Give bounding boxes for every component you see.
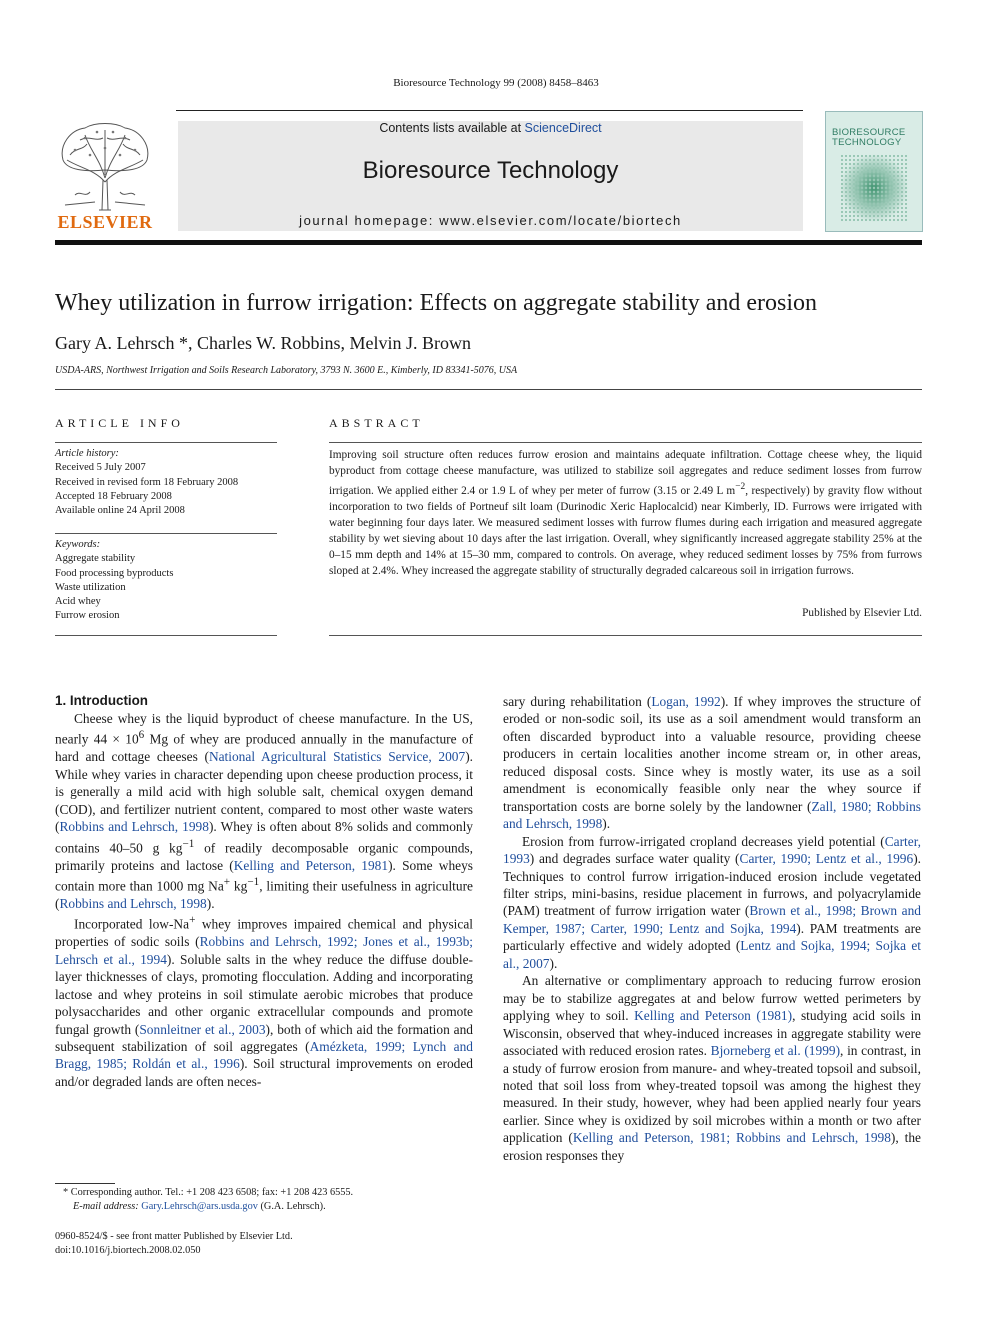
citation-link[interactable]: Carter, 1993 [503, 833, 921, 867]
body-paragraph [503, 972, 921, 1164]
text: ). [549, 955, 558, 971]
bottom-metadata [55, 1230, 293, 1258]
footnote-marker: * [63, 1187, 69, 1198]
author-affiliation: USDA-ARS, Northwest Irrigation and Soils Research Laboratory, 3793 N. 3600 E., Kimberly, ID 83341-5076, USA [55, 365, 518, 376]
keyword-item: Waste utilization [55, 581, 126, 593]
text: ). While whey varies in character depending upon cheese production process, it is generally a mild acid with high soluble salt, chemical oxygen demand (COD), and fertilizer nutrient content, compared to most other waste waters ( [55, 749, 473, 835]
citation-link[interactable]: National Agricultural Statistics Service, 2007 [208, 749, 466, 765]
contents-prefix: Contents lists available at [379, 121, 525, 135]
keyword-item: Furrow erosion [55, 610, 120, 622]
article-history [55, 447, 277, 518]
body-paragraph [503, 693, 921, 833]
text: Incorporated low-Na [74, 916, 190, 932]
text: , in contrast, in a study of furrow erosion from manure- and whey-treated topsoil and subsoil, noted that soil loss from whey-treated topsoil was among the highest they measured. In their study, however, whey had been applied nearly four years earlier. Since whey is oxidized by soil microbes within a month or two after application ( [503, 1043, 921, 1146]
cover-title: BIORESOURCE TECHNOLOGY [832, 127, 906, 148]
text: ). [206, 895, 215, 911]
cover-pattern-icon [840, 154, 908, 222]
body-paragraph [55, 710, 473, 912]
history-received: Received 5 July 2007 [55, 462, 146, 474]
text: , limiting their usefulness in agriculture ( [55, 878, 473, 911]
superscript: −1 [247, 876, 260, 889]
history-online: Available online 24 April 2008 [55, 505, 185, 517]
text: ). If whey improves the structure of eroded or non-sodic soil, its use as a soil amendment would transform an often discarded byproduct into a valuable resource, providing cheese producers in certain localities another income stream or, in other areas, reduced disposal costs. Since whey is mostly water, its use as a soil amendment is economically feasible only near the whey source if transportation costs are borne solely by the landowner ( [503, 694, 922, 814]
history-revised: Received in revised form 18 February 2008 [55, 476, 239, 488]
citation-link[interactable]: Robbins and Lehrsch, 1992; Jones et al., 1993b; Lehrsch et al., 1994 [55, 934, 473, 967]
text: ). Techniques to control furrow irrigation-induced erosion include vegetated filter strips, mini-basins, residue placement in furrows, and polyacrylamide (PAM) treatment of furrow irrigation water ( [503, 851, 921, 919]
keyword-item: Food processing byproducts [55, 567, 174, 579]
article-info-rule [55, 533, 277, 534]
keywords-label: Keywords: [55, 539, 101, 550]
section-heading-introduction: 1. Introduction [55, 693, 148, 708]
article-info-heading: ARTICLE INFO [55, 416, 184, 430]
citation-link[interactable]: Bjorneberg et al. (1999) [710, 1043, 841, 1059]
affiliation-rule [55, 389, 922, 390]
superscript: 6 [138, 729, 145, 742]
abstract-heading: ABSTRACT [329, 416, 424, 430]
superscript: + [223, 876, 231, 889]
article-info-rule [55, 442, 277, 443]
citation-link[interactable]: Amézketa, 1999; Lynch and Bragg, 1985; Roldán et al., 1996 [55, 1039, 473, 1072]
sciencedirect-link[interactable]: ScienceDirect [524, 121, 602, 135]
keyword-item: Aggregate stability [55, 553, 136, 565]
abstract-rule [329, 635, 922, 636]
citation-link[interactable]: Sonnleitner et al., 2003 [139, 1021, 266, 1037]
citation-link[interactable]: Carter, 1990; Lentz et al., 1996 [739, 851, 914, 867]
keywords-list [55, 538, 277, 624]
text: ). PAM treatments are particularly effective and widely adopted ( [503, 920, 922, 954]
text: ). Some wheys contain more than 1000 mg Na [55, 857, 473, 894]
email-link[interactable]: Gary.Lehrsch@ars.usda.gov [141, 1201, 258, 1212]
footnote-email-line [55, 1200, 475, 1214]
header-rule [176, 110, 803, 111]
tree-icon [55, 120, 155, 212]
superscript: + [189, 914, 196, 927]
text: ). [602, 816, 611, 832]
journal-name: Bioresource Technology [362, 157, 619, 184]
doi-line[interactable]: doi:10.1016/j.biortech.2008.02.050 [55, 1245, 201, 1256]
body-column-right [503, 693, 921, 1164]
article-info-rule [55, 635, 277, 636]
keyword-item: Acid whey [55, 596, 101, 608]
abstract-text [329, 447, 922, 579]
issn-line: 0960-8524/$ - see front matter Published by Elsevier Ltd. [55, 1231, 293, 1242]
citation-link[interactable]: Kelling and Peterson, 1981 [233, 857, 389, 873]
text: Cheese whey is the liquid byproduct of cheese manufacture. In the US, nearly 44 × 10 [55, 711, 473, 747]
text: ), both of which aid the formation and subsequent stabilization of soil aggregates ( [55, 1021, 473, 1055]
citation-link[interactable]: Kelling and Peterson (1981) [634, 1008, 793, 1024]
published-by-line: Published by Elsevier Ltd. [802, 607, 922, 619]
text: ). Soluble salts in the whey reduce the diffuse double-layer thicknesses of clays, promoting flocculation. Adding and incorporating lactose and whey proteins in soil stimulate aerobic microbes that produce polysaccharides and other organic extracellular compounds and promote fungal growth ( [55, 951, 473, 1037]
journal-cover-thumbnail[interactable] [825, 111, 923, 232]
text: Erosion from furrow-irrigated cropland decreases yield potential ( [522, 833, 885, 849]
text: ). Soil structural improvements on eroded and/or degraded lands are often neces- [55, 1056, 473, 1089]
abstract-rule [329, 442, 922, 443]
journal-citation: Bioresource Technology 99 (2008) 8458–8463 [393, 77, 599, 89]
citation-link[interactable]: Brown et al., 1998; Brown and Kemper, 1987; Carter, 1990; Lentz and Sojka, 1994 [503, 903, 922, 936]
citation-link[interactable]: Zall, 1980; Robbins and Lehrsch, 1998 [503, 798, 921, 832]
abstract-superscript: −2 [735, 482, 746, 492]
history-accepted: Accepted 18 February 2008 [55, 490, 172, 502]
elsevier-wordmark: ELSEVIER [57, 212, 153, 232]
header-thick-rule [55, 240, 922, 245]
citation-link[interactable]: Kelling and Peterson, 1981; Robbins and Lehrsch, 1998 [572, 1130, 891, 1146]
citation-link[interactable]: Logan, 1992 [651, 694, 721, 709]
footnote-rule [55, 1183, 115, 1184]
text: whey improves impaired chemical and physical properties of sodic soils ( [55, 916, 473, 950]
text: ) and degrades surface water quality ( [529, 851, 740, 867]
article-title: Whey utilization in furrow irrigation: Effects on aggregate stability and erosion [55, 290, 817, 316]
citation-link[interactable]: Robbins and Lehrsch, 1998 [59, 895, 207, 911]
abstract-part: , respectively) by gravity flow without incorporation to two fields of Portneuf silt loam (Durinodic Xeric Haplocalcid) near Kimberly, ID. Furrows were irrigated with water beginning four days later. We measured sediment losses with furrow flumes during each irrigation and measured aggregate stability by wet sieving about 10 days after the last irrigation. Overall, whey significantly increased aggregate stability 25% at the 0–15 mm depth and 14% at 15–30 mm, compared to controls. On average, whey reduced sediment losses by 75% from furrows sloped at 2.4%. Whey increased the aggregate stability of structurally degraded calcareous soil in irrigation furrows. [329, 484, 922, 577]
text: An alternative or complimentary approach to reducing furrow erosion may be to stabilize aggregates at and below furrow wetted perimeters by applying whey to soil. [503, 973, 921, 1024]
superscript: −1 [182, 837, 195, 850]
article-authors: Gary A. Lehrsch *, Charles W. Robbins, Melvin J. Brown [55, 333, 471, 353]
text: sary during rehabilitation ( [503, 694, 652, 709]
body-paragraph [55, 912, 473, 1090]
text: , studying acid soils in Wisconsin, observed that whey-induced increases in aggregate stability were associated with reduced erosion rates. [503, 1008, 921, 1059]
text: ). Whey is often about 8% solids and commonly contains 40–50 g kg [55, 819, 473, 856]
contents-available-line [178, 121, 803, 135]
footnote-line [55, 1186, 475, 1200]
text: ), the erosion responses they [503, 1130, 921, 1163]
text: Mg of whey are produced annually in the manufacture of hard and cottage cheeses ( [55, 731, 473, 765]
email-label: E-mail address: [73, 1201, 139, 1212]
journal-homepage-link[interactable]: journal homepage: www.elsevier.com/locate/biortech [299, 213, 682, 228]
history-label: Article history: [55, 448, 119, 459]
text: kg [230, 878, 248, 894]
citation-link[interactable]: Robbins and Lehrsch, 1998 [59, 819, 209, 835]
body-paragraph [503, 833, 921, 973]
text: of readily decomposable organic compounds, primarily proteins and lactose ( [55, 840, 473, 873]
email-suffix: (G.A. Lehrsch). [257, 1201, 326, 1212]
footnote-contact: Corresponding author. Tel.: +1 208 423 6508; fax: +1 208 423 6555. [68, 1187, 354, 1198]
citation-link[interactable]: Lentz and Sojka, 1994; Sojka et al., 2007 [503, 938, 921, 971]
corresponding-author-footnote [55, 1186, 475, 1214]
abstract-part: Improving soil structure often reduces furrow erosion and maintains adequate infiltration. Cottage cheese whey, the liquid byproduct from cottage cheese manufacture, was utilized to stabilize soil aggregates and reduce sediment losses from furrow irrigation. We applied either 2.4 or 1.9 L of whey per meter of furrow (3.15 or 2.49 L m [329, 449, 922, 497]
body-column-left [55, 710, 473, 1090]
